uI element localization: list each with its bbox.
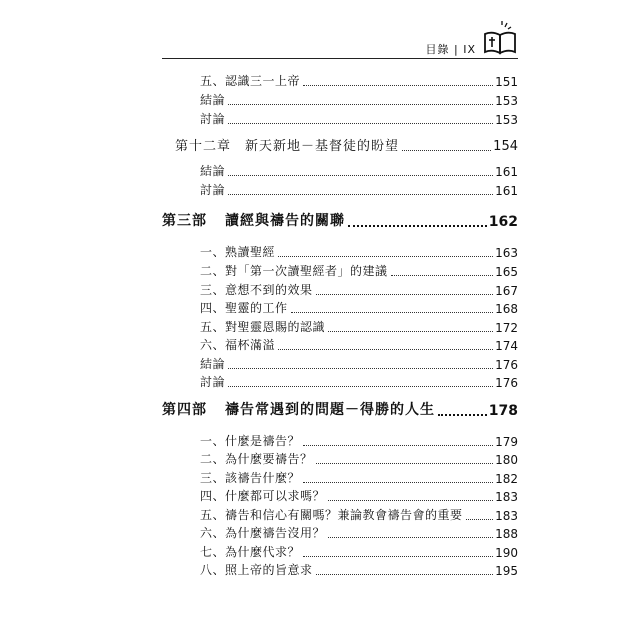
toc-entry: 結論 161	[200, 164, 518, 179]
dot-leader	[316, 463, 494, 464]
part-number: 第三部	[162, 213, 207, 229]
toc-entry: 結論 153	[200, 93, 518, 108]
dot-leader	[316, 294, 494, 295]
running-header	[162, 38, 518, 59]
dot-leader	[228, 386, 493, 387]
dot-leader	[438, 414, 487, 416]
dot-leader	[278, 349, 493, 350]
dot-leader	[328, 537, 493, 538]
toc-entry: 五、認識三一上帝 151	[200, 74, 518, 89]
part-title: 讀經與禱告的關聯	[225, 213, 345, 229]
header-label: 目錄 | IX	[425, 43, 476, 56]
dot-leader	[328, 331, 493, 332]
dot-leader	[303, 556, 493, 557]
toc-entry: 四、聖靈的工作 168	[200, 301, 518, 316]
toc-entry: 三、該禱告什麼？ 182	[200, 471, 518, 486]
dot-leader	[228, 194, 493, 195]
dot-leader	[303, 85, 493, 86]
open-bible-icon	[482, 20, 518, 58]
dot-leader	[391, 275, 494, 276]
toc-entry: 四、什麼都可以求嗎？ 183	[200, 489, 518, 504]
dot-leader	[278, 256, 493, 257]
toc-entry: 討論 176	[200, 375, 518, 390]
dot-leader	[228, 368, 493, 369]
dot-leader	[466, 519, 494, 520]
dot-leader	[228, 123, 493, 124]
toc-entry: 二、對「第一次讀聖經者」的建議 165	[200, 264, 518, 279]
toc-entry: 六、為什麼禱告沒用？ 188	[200, 526, 518, 541]
toc-entry: 五、對聖靈恩賜的認識 172	[200, 320, 518, 335]
toc-entry: 討論 161	[200, 183, 518, 198]
toc-entry: 八、照上帝的旨意求 195	[200, 563, 518, 578]
toc-part-4: 第四部 禱告常遇到的問題－得勝的人生 178	[162, 399, 518, 419]
dot-leader	[348, 225, 487, 227]
toc-entry: 三、意想不到的效果 167	[200, 283, 518, 298]
toc-entry: 結論 176	[200, 357, 518, 372]
toc-entry: 一、什麼是禱告？ 179	[200, 434, 518, 449]
toc-entry: 二、為什麼要禱告？ 180	[200, 452, 518, 467]
dot-leader	[228, 175, 493, 176]
dot-leader	[316, 574, 494, 575]
toc-entry: 六、福杯滿溢 174	[200, 338, 518, 353]
toc-entry: 五、禱告和信心有關嗎？兼論教會禱告會的重要 183	[200, 508, 518, 523]
dot-leader	[291, 312, 494, 313]
dot-leader	[402, 150, 491, 151]
toc-entry: 討論 153	[200, 112, 518, 127]
part-number: 第四部	[162, 402, 207, 418]
dot-leader	[328, 500, 493, 501]
dot-leader	[228, 104, 493, 105]
toc-part-3: 第三部 讀經與禱告的關聯 162	[162, 210, 518, 230]
dot-leader	[303, 482, 493, 483]
part-title: 禱告常遇到的問題－得勝的人生	[225, 402, 435, 418]
toc-entry: 七、為什麼代求？ 190	[200, 545, 518, 560]
dot-leader	[303, 445, 493, 446]
toc-chapter-12: 第十二章 新天新地－基督徒的盼望 154	[175, 139, 518, 154]
toc-entry: 一、熟讀聖經 163	[200, 245, 518, 260]
